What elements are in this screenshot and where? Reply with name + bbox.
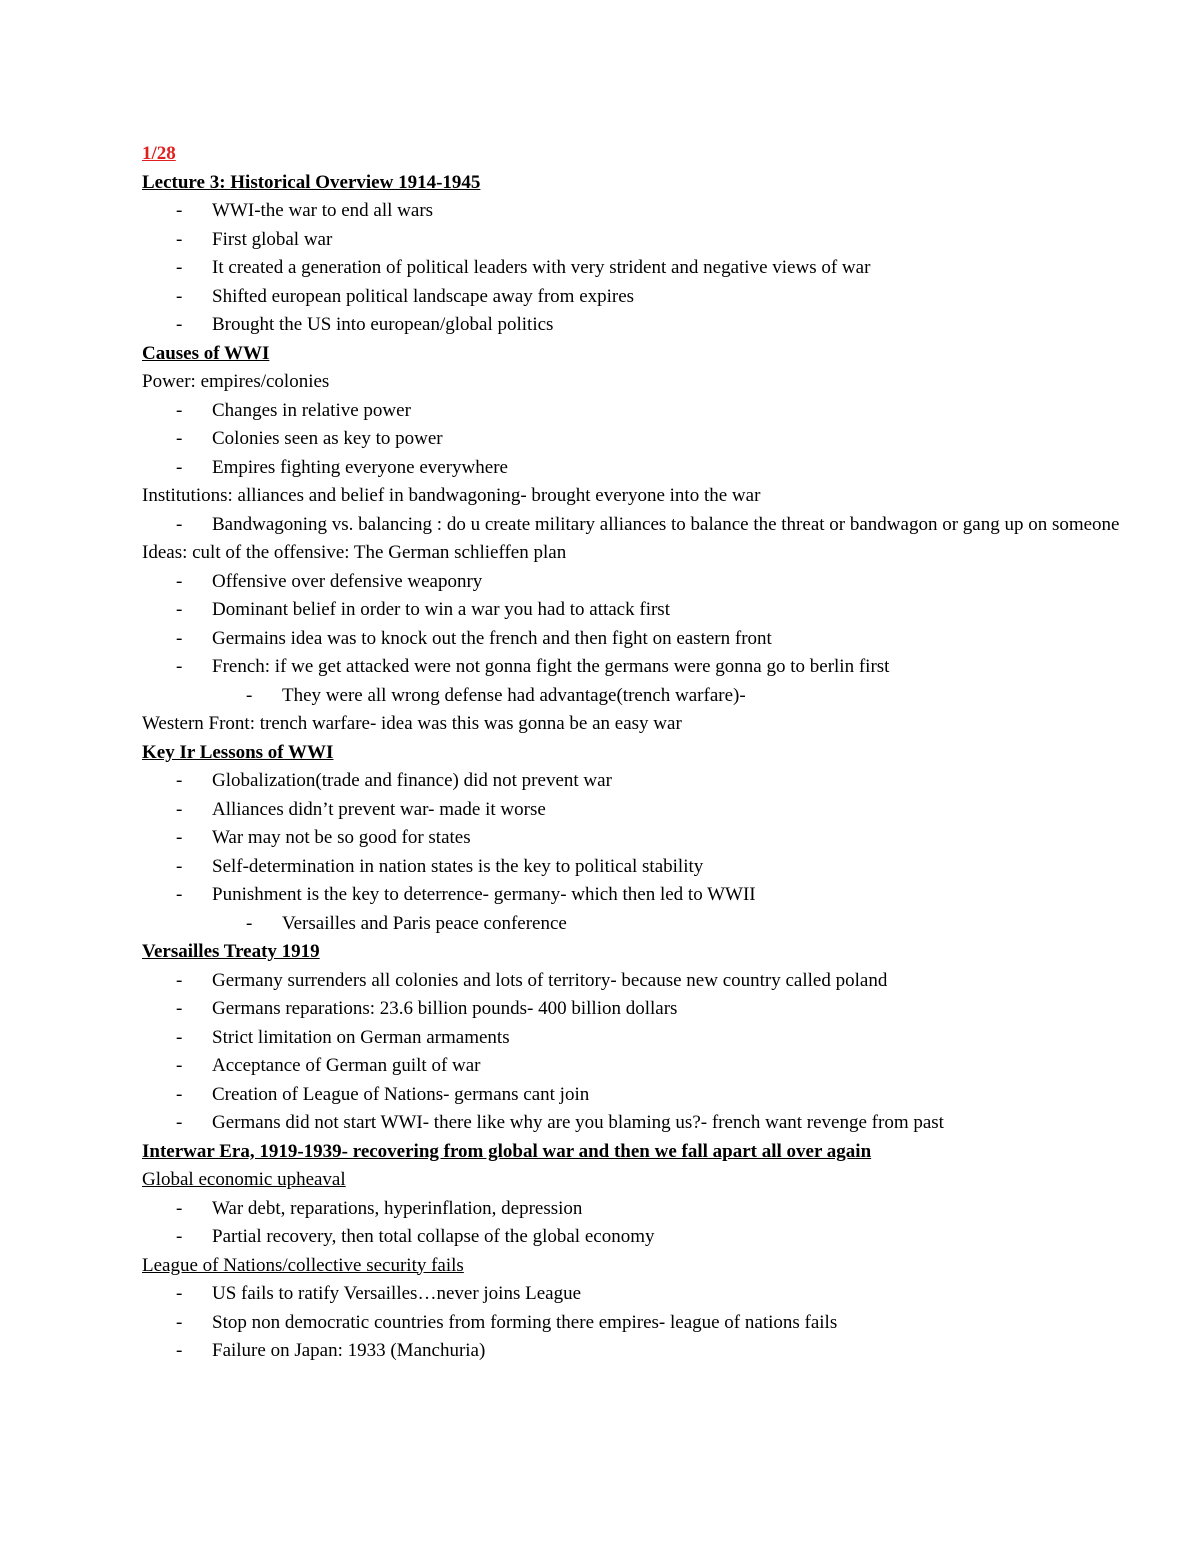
list-item: - French: if we get attacked were not gonna fight the germans were gonna go to berlin first [176, 656, 890, 677]
section-heading-interwar: Interwar Era, 1919-1939- recovering from global war and then we fall apart all over again [142, 1140, 872, 1162]
list-item: - Colonies seen as key to power [176, 428, 443, 449]
list-item: - Punishment is the key to deterrence- germany- which then led to WWII [176, 884, 756, 905]
list-item: - War debt, reparations, hyperinflation, depression [176, 1197, 583, 1219]
list-item: - US fails to ratify Versailles…never joins League [176, 1283, 581, 1304]
list-item: - Offensive over defensive weaponry [176, 570, 483, 592]
list-item: - Alliances didn’t prevent war- made it worse [176, 798, 546, 820]
list-item: - Germains idea was to knock out the french and then fight on eastern front [176, 627, 772, 649]
list-item: - Stop non democratic countries from forming there empires- league of nations fails [176, 1311, 838, 1333]
list-item: - Changes in relative power [176, 399, 411, 421]
sub-list-item: - Versailles and Paris peace conference [246, 912, 567, 934]
economic-subheading: Global economic upheaval [142, 1169, 346, 1190]
list-item: - Strict limitation on German armaments [176, 1026, 510, 1048]
section-heading-versailles: Versailles Treaty 1919 [142, 941, 320, 962]
list-item: - Failure on Japan: 1933 (Manchuria) [176, 1340, 486, 1361]
list-item: - Creation of League of Nations- germans cant join [176, 1083, 590, 1105]
institutions-label: Institutions: alliances and belief in bandwagoning- brought everyone into the war [142, 485, 761, 506]
list-item: - Dominant belief in order to win a war you had to attack first [176, 599, 670, 620]
notes-content [142, 140, 1142, 1366]
list-item: - Globalization(trade and finance) did not prevent war [176, 770, 612, 791]
list-item: - Self-determination in nation states is the key to political stability [176, 855, 704, 877]
list-item: - Germans reparations: 23.6 billion pounds- 400 billion dollars [176, 998, 678, 1019]
list-item: - War may not be so good for states [176, 827, 471, 848]
sub-list-item: - They were all wrong defense had advantage(trench warfare)- [246, 684, 746, 706]
list-item: - Empires fighting everyone everywhere [176, 456, 508, 478]
list-item: - Bandwagoning vs. balancing : do u create military alliances to balance the threat or bandwagon or gang up on someone [176, 513, 1120, 535]
ideas-label: Ideas: cult of the offensive: The German schlieffen plan [142, 542, 567, 563]
list-item: - Brought the US into european/global politics [176, 314, 554, 335]
list-item: - Germany surrenders all colonies and lots of territory- because new country called poland [176, 969, 888, 991]
lecture-title: Lecture 3: Historical Overview 1914-1945 [142, 171, 481, 193]
list-item: - Partial recovery, then total collapse of the global economy [176, 1226, 655, 1247]
list-item: - Acceptance of German guilt of war [176, 1055, 481, 1076]
list-item: - Germans did not start WWI- there like why are you blaming us?- french want revenge from past [176, 1112, 944, 1133]
section-heading-lessons: Key Ir Lessons of WWI [142, 741, 334, 763]
list-item: - First global war [176, 228, 333, 250]
date-heading: 1/28 [142, 143, 176, 164]
league-subheading: League of Nations/collective security fails [142, 1254, 464, 1276]
western-front-text: Western Front: trench warfare- idea was this was gonna be an easy war [142, 713, 682, 734]
list-item: - Shifted european political landscape away from expires [176, 285, 635, 307]
power-label: Power: empires/colonies [142, 371, 330, 392]
list-item: - WWI-the war to end all wars [176, 200, 434, 221]
list-item: - It created a generation of political leaders with very strident and negative views of war [176, 257, 871, 278]
section-heading-causes: Causes of WWI [142, 342, 270, 364]
